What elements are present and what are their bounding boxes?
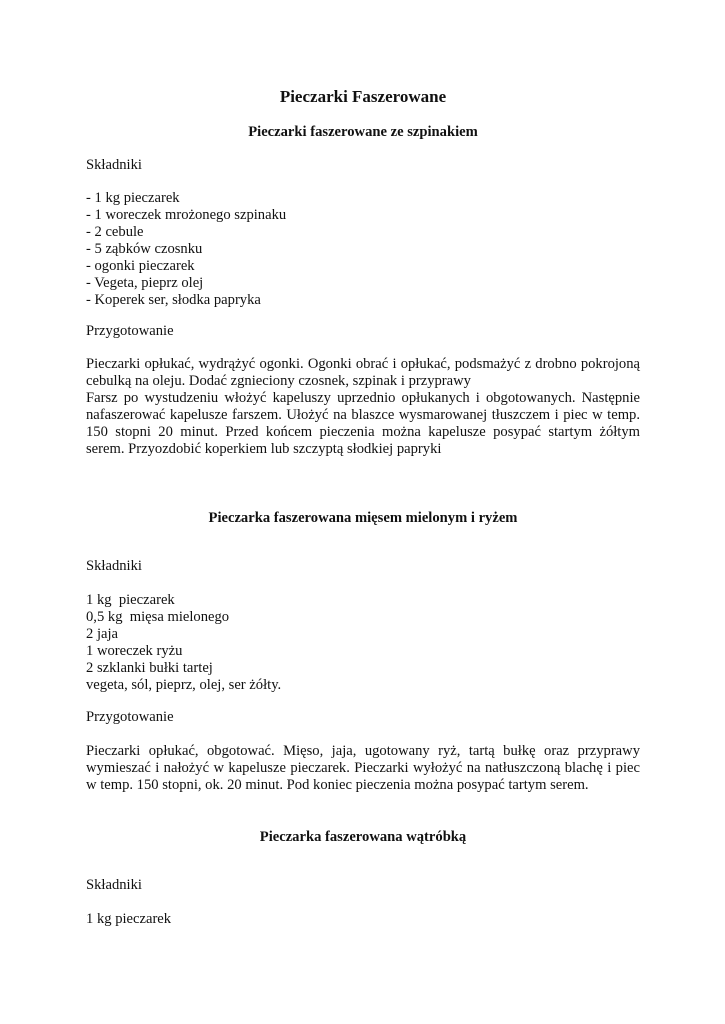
- preparation-line: 150 stopni 20 minut. Przed końcem pieczenia można kapelusze posypać startym żółtym: [86, 424, 640, 440]
- preparation-line: Pieczarki opłukać, wydrążyć ogonki. Ogonki obrać i opłukać, podsmażyć z drobno pokrojoną: [86, 356, 640, 372]
- ingredient-item: - Vegeta, pieprz olej: [86, 275, 204, 291]
- recipe1-preparation-label: Przygotowanie: [86, 323, 174, 339]
- ingredient-item: 0,5 kg mięsa mielonego: [86, 609, 230, 625]
- preparation-line: w temp. 150 stopni, ok. 20 minut. Pod koniec pieczenia można posypać tartym serem.: [86, 777, 589, 793]
- recipe2-heading: Pieczarka faszerowana mięsem mielonym i ryżem: [208, 510, 518, 526]
- preparation-line: Farsz po wystudzeniu włożyć kapeluszy uprzednio opłukanych i obgotowanych. Następnie: [86, 390, 640, 406]
- ingredient-item: - ogonki pieczarek: [86, 258, 195, 274]
- ingredient-item: 1 kg pieczarek: [86, 911, 172, 927]
- ingredient-item: - 1 kg pieczarek: [86, 190, 180, 206]
- preparation-line: nafaszerować kapelusze farszem. Ułożyć na blaszce wysmarowanej tłuszczem i piec w temp.: [86, 407, 640, 423]
- ingredient-item: 2 szklanki bułki tartej: [86, 660, 213, 676]
- ingredient-item: 1 kg pieczarek: [86, 592, 175, 608]
- preparation-line: cebulką na oleju. Dodać zgnieciony czosnek, szpinak i przyprawy: [86, 373, 471, 389]
- recipe2-preparation-text: [86, 743, 640, 794]
- ingredient-item: - 5 ząbków czosnku: [86, 241, 203, 257]
- preparation-line: serem. Przyozdobić koperkiem lub szczyptą słodkiej papryki: [86, 441, 442, 457]
- recipe1-preparation-text: [86, 356, 640, 458]
- ingredient-item: - 1 woreczek mrożonego szpinaku: [86, 207, 287, 223]
- recipe1-ingredients-label: Składniki: [86, 157, 142, 173]
- preparation-line: wymieszać i nałożyć w kapelusze pieczarek. Pieczarki wyłożyć na natłuszczoną blachę i piec: [86, 760, 640, 776]
- ingredient-item: - Koperek ser, słodka papryka: [86, 292, 261, 308]
- recipe2-ingredients-label: Składniki: [86, 558, 142, 574]
- ingredient-item: 1 woreczek ryżu: [86, 643, 183, 659]
- recipe2-preparation-label: Przygotowanie: [86, 709, 174, 725]
- ingredient-item: vegeta, sól, pieprz, olej, ser żółty.: [86, 677, 282, 693]
- document-title: Pieczarki Faszerowane: [279, 87, 447, 106]
- recipe1-heading: Pieczarki faszerowane ze szpinakiem: [248, 124, 478, 140]
- recipe1-ingredients-list: [86, 190, 640, 309]
- preparation-line: Pieczarki opłukać, obgotować. Mięso, jaja, ugotowany ryż, tartą bułkę oraz przyprawy: [86, 743, 640, 759]
- recipe2-ingredients-list: [86, 592, 640, 694]
- recipe3-ingredients-list: [86, 911, 640, 928]
- ingredient-item: - 2 cebule: [86, 224, 144, 240]
- ingredient-item: 2 jaja: [86, 626, 119, 642]
- recipe3-ingredients-label: Składniki: [86, 877, 142, 893]
- recipe3-heading: Pieczarka faszerowana wątróbką: [259, 829, 467, 845]
